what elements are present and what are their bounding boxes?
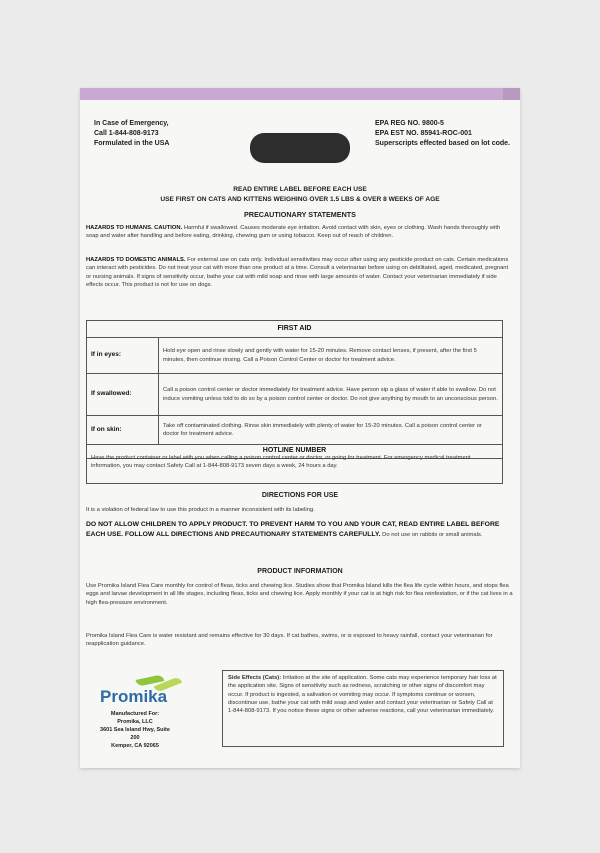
hang-tab-slot [250,133,350,163]
first-aid-heading: FIRST AID [87,321,503,338]
use-on-heading: USE FIRST ON CATS AND KITTENS WEIGHING OVER 1.5 LBS & OVER 8 WEEKS OF AGE [160,196,440,203]
maker-line: Promika, LLC [117,719,153,725]
hazards-animals-text: For external use on cats only. Individual sensitivities may occur after using any pesticide product on cats. Certain medications can interact with pesticides. Do not treat your cat with more than one product at a time. Consult a veterinarian before using on debilitated, aged, medicated, pregnant or nursing animals. If signs of sensitivity occur, bathe your cat with mild soap and rinse with large amounts of water. Contact your veterinarian immediately if side effects occur. This product is not for use on dogs. [86,257,509,288]
hazards-humans-label: HAZARDS TO HUMANS. CAUTION. [86,225,183,231]
box-lid-flap [80,88,520,100]
precautionary-heading: PRECAUTIONARY STATEMENTS [244,210,356,219]
maker-line: Manufactured For: [110,711,160,717]
product-info-paragraph: Promika Island Flea Care is water resistant and remains effective for 30 days. If cat bathes, swims, or is exposed to heavy rainfall, contact your veterinarian for reapplication guidance. [86,633,493,648]
product-info-paragraph: Use Promika Island Flea Care monthly for control of fleas, ticks and chewing lice. Studies show that Promika Island kills the flea life cycle within hours, and stops flea eggs and larvae development in all life stages, including fleas, ticks and chewing lice. Apply monthly if your cat is at high risk for flea reinfestation, or if the cat lives in a high flea-pressure environment. [86,583,513,606]
brand-block [92,674,212,750]
first-aid-text: Call a poison control center or doctor immediately for treatment advice. Have person sip a glass of water if able to swallow. Do not induce vomiting unless told to do so by a poison control center or doctor. Do not give anything by mouth to an unconscious person. [159,374,503,416]
brand-name: Promika [100,687,168,706]
epa-est-number: EPA EST NO. 85941-ROC-001 [375,130,472,137]
directions-warning-bold: DO NOT ALLOW CHILDREN TO APPLY PRODUCT. TO PREVENT HARM TO YOU AND YOUR CAT, READ ENTIRE LABEL BEFORE EACH USE. FOLLOW ALL DIRECTIONS AND PRECAUTIONARY STATEMENTS CAREFULLY. [86,521,500,538]
emergency-info [94,119,169,149]
epa-reg-number: EPA REG NO. 9800-5 [375,120,444,127]
directions-line: It is a violation of federal law to use this product in a manner inconsistent with its labeling. [86,507,315,513]
read-label-heading: READ ENTIRE LABEL BEFORE EACH USE [233,186,367,193]
side-effects-label: Side Effects (Cats): [228,675,282,681]
side-effects-box [222,670,504,747]
registration-info [375,119,510,149]
promika-logo [92,674,212,704]
table-row [87,338,503,374]
first-aid-header-row [87,321,503,338]
hazards-humans-text: Harmful if swallowed. Causes moderate eye irritation. Avoid contact with skin, eyes or clothing. Wash hands thoroughly with soap and water after handling and before eating, drinking, chewing gum or using tobacco. Keep out of reach of children. [86,225,501,240]
directions-heading: DIRECTIONS FOR USE [261,492,339,499]
product-info-heading: PRODUCT INFORMATION [257,568,343,575]
formulated-line: Formulated in the USA [94,140,170,147]
side-effects-text: Irritation at the site of application. Some cats may experience temporary hair loss at the application site. Signs of sensitivity such as redness, scratching or other signs of discomfort may occur. If product is ingested, a salivation or vomiting may occur. If symptoms continue or worsen, discontinue use, bathe your cat with mild soap and water and contact your veterinarian or Safety Call at 1-844-808-9173. If you notice these signs or other adverse reactions, call your veterinarian immediately. [228,675,497,715]
manufacturer-info [100,710,170,750]
hotline-text: Have the product container or label with you when calling a poison control center or doctor, or going for treatment. For emergency medical treatment information, you may contact Safety Call at 1-844-808-9173 seven days a week, 24 hours a day. [86,452,503,484]
first-aid-label: If on skin: [87,416,159,445]
directions-warning-rest: Do not use on rabbits or small animals. [382,531,483,538]
directions-warning [86,520,514,560]
superscript-note: Superscripts effected based on lot code. [375,140,510,147]
maker-line: 3601 Sea Island Hwy, Suite 200 [100,727,170,741]
box-lid-edge [503,88,520,100]
first-aid-text: Hold eye open and rinse slowly and gently with water for 15-20 minutes. Remove contact lenses, if present, after the first 5 minutes, then continue rinsing. Call a Poison Control Center or doctor for treatment advice. [159,338,503,374]
first-aid-label: If in eyes: [87,338,159,374]
emergency-line: In Case of Emergency, [94,120,169,127]
maker-line: Kemper, CA 92065 [111,743,159,749]
first-aid-text: Take off contaminated clothing. Rinse skin immediately with plenty of water for 15-20 minutes. Call a poison control center or doctor for treatment advice. [159,416,503,445]
first-aid-table [86,320,503,459]
table-row [87,374,503,416]
hotline-heading: HOTLINE NUMBER [87,445,503,459]
hazards-animals-label: HAZARDS TO DOMESTIC ANIMALS. [86,257,186,263]
emergency-phone: Call 1-844-808-9173 [94,130,159,137]
hazards-humans-paragraph [86,224,514,252]
hazards-animals-paragraph [86,256,514,314]
table-row [87,416,503,445]
first-aid-label: If swallowed: [87,374,159,416]
